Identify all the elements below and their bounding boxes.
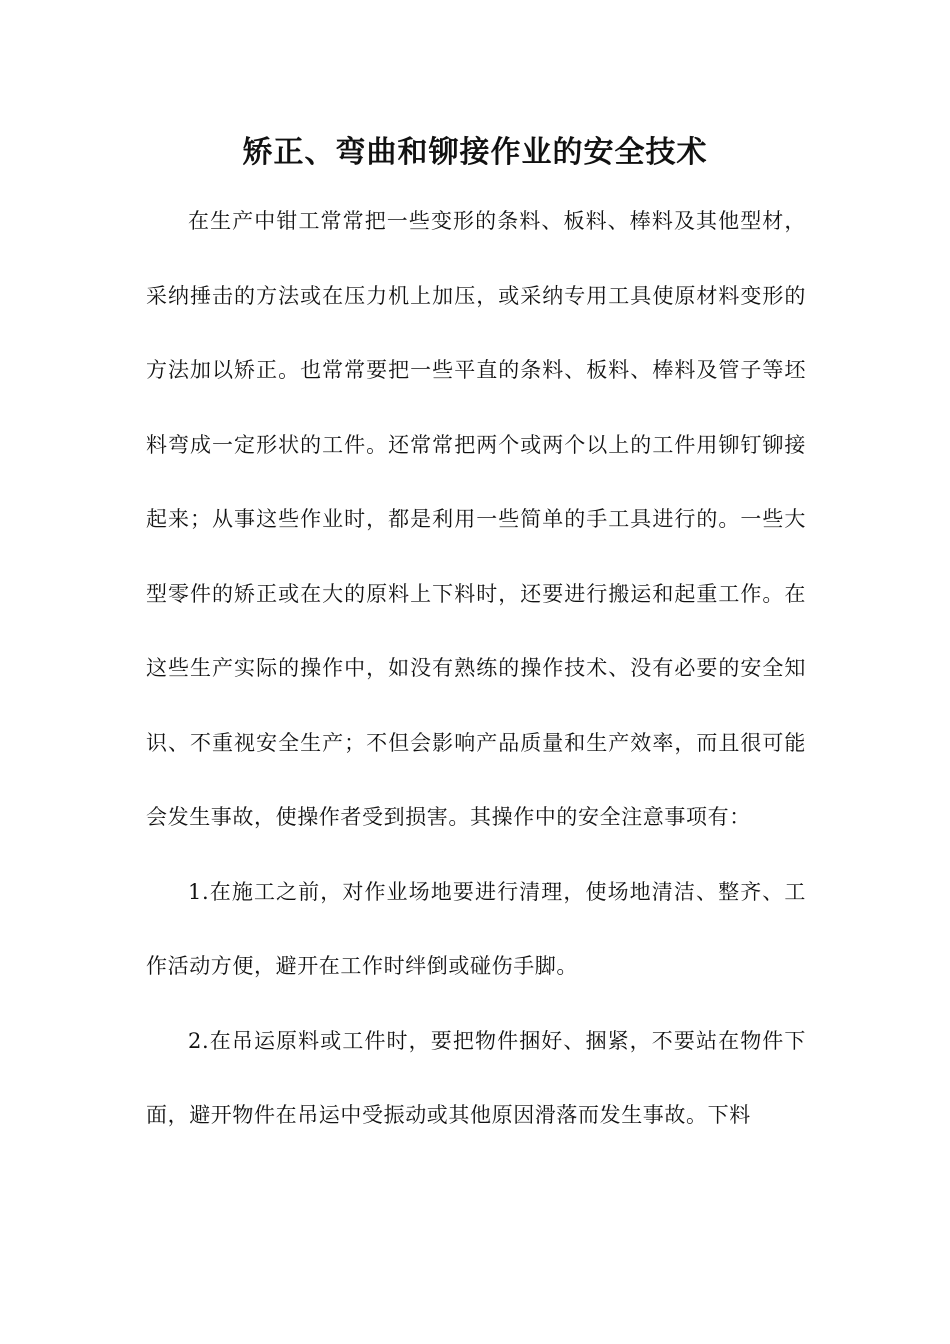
paragraph-intro: 在生产中钳工常常把一些变形的条料、板料、棒料及其他型材，采纳捶击的方法或在压力机上加压，或采纳专用工具使原材料变形的方法加以矫正。也常常要把一些平直的条料、板料、棒料及管子等坯料弯成一定形状的工件。还常常把两个或两个以上的工件用铆钉铆接起来；从事这些作业时，都是利用一些简单的手工具进行的。一些大型零件的矫正或在大的原料上下料时，还要进行搬运和起重工作。在这些生产实际的操作中，如没有熟练的操作技术、没有必要的安全知识、不重视安全生产；不但会影响产品质量和生产效率，而且很可能会发生事故，使操作者受到损害。其操作中的安全注意事项有：	[146, 209, 806, 829]
paragraph-item-1: 1.在施工之前，对作业场地要进行清理，使场地清洁、整齐、工作活动方便，避开在工作时绊倒或碰伤手脚。	[146, 879, 806, 978]
document-body	[146, 184, 806, 1153]
document-title: 矫正、弯曲和铆接作业的安全技术	[242, 135, 708, 170]
paragraph-item-2: 2.在吊运原料或工件时，要把物件捆好、捆紧，不要站在物件下面，避开物件在吊运中受振动或其他原因滑落而发生事故。下料	[146, 1028, 806, 1127]
